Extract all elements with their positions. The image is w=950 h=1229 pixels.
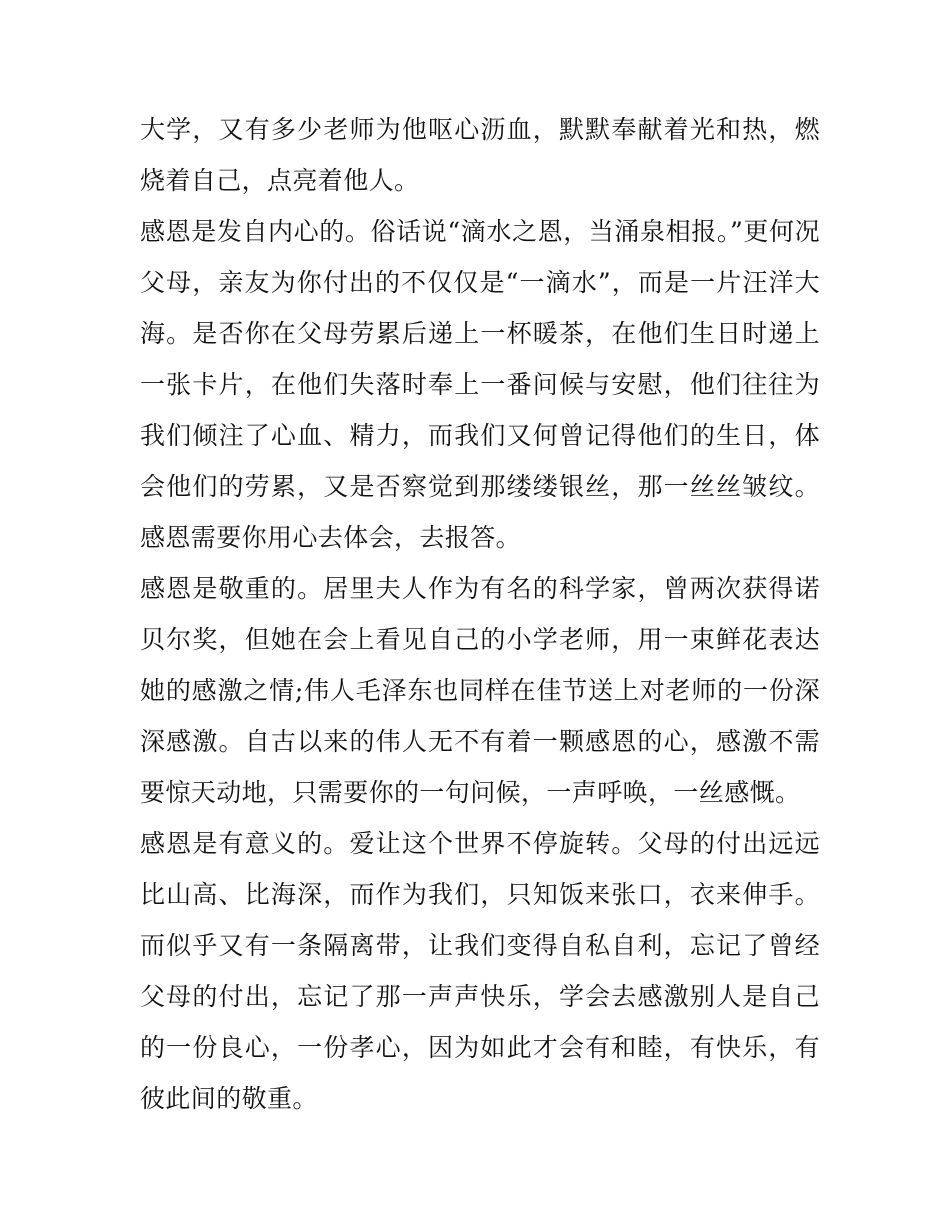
paragraph-continuation: 大学，又有多少老师为他呕心沥血，默默奉献着光和热，燃烧着自己，点亮着他人。 <box>140 115 820 195</box>
paragraph-gratitude-meaning: 感恩是有意义的。爱让这个世界不停旋转。父母的付出远远比山高、比海深，而作为我们，只知饭来张口，衣来伸手。而似乎又有一条隔离带，让我们变得自私自利，忘记了曾经父母的付出，忘记了那一声声快乐，学会去感激别人是自己的一份良心，一份孝心，因为如此才会有和睦，有快乐，有彼此间的敬重。 <box>140 829 820 1113</box>
document-body <box>140 104 820 1124</box>
paragraph-gratitude-respect: 感恩是敬重的。居里夫人作为有名的科学家，曾两次获得诺贝尔奖，但她在会上看见自己的小学老师，用一束鲜花表达她的感激之情;伟人毛泽东也同样在佳节送上对老师的一份深深感激。自古以来的伟人无不有着一颗感恩的心，感激不需要惊天动地，只需要你的一句问候，一声呼唤，一丝感慨。 <box>140 574 820 807</box>
paragraph-gratitude-from-heart: 感恩是发自内心的。俗话说“滴水之恩，当涌泉相报。”更何况父母，亲友为你付出的不仅仅是“一滴水”，而是一片汪洋大海。是否你在父母劳累后递上一杯暖茶，在他们生日时递上一张卡片，在他们失落时奉上一番问候与安慰，他们往往为我们倾注了心血、精力，而我们又何曾记得他们的生日，体会他们的劳累，又是否察觉到那缕缕银丝，那一丝丝皱纹。感恩需要你用心去体会，去报答。 <box>140 217 820 552</box>
